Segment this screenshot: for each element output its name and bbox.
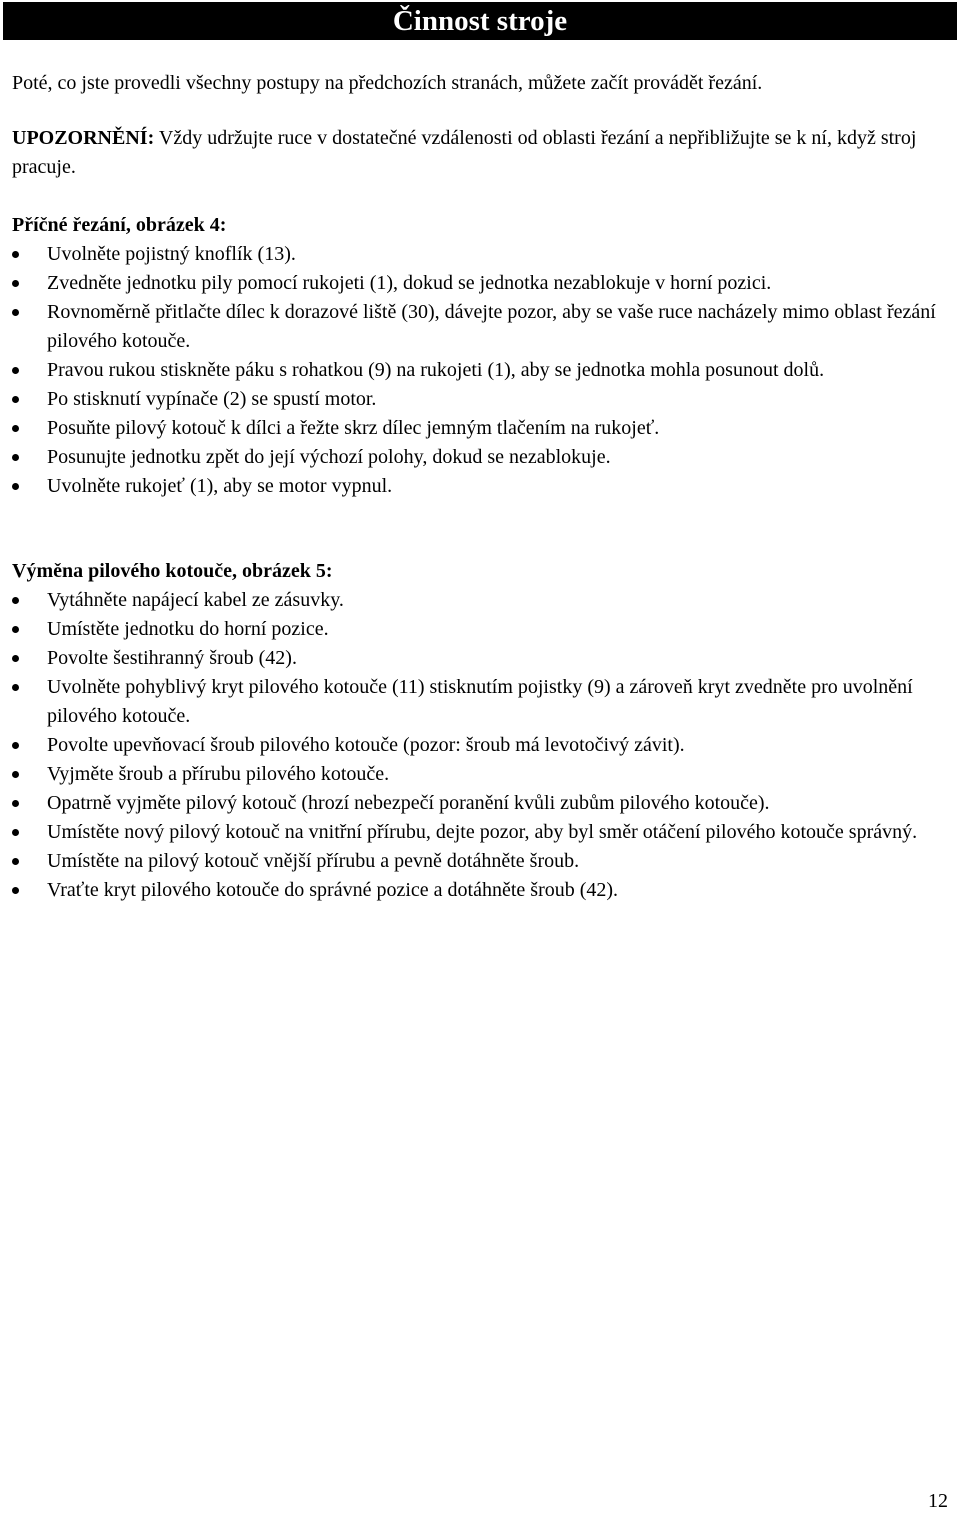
list-item: Uvolněte pohyblivý kryt pilového kotouče (11) stisknutím pojistky (9) a zároveň kryt zvedněte pro uvolnění pilového kotouče. — [12, 673, 952, 731]
page-number: 12 — [928, 1490, 948, 1512]
list-item: Opatrně vyjměte pilový kotouč (hrozí nebezpečí poranění kvůli zubům pilového kotouče). — [12, 789, 952, 818]
list-item: Umístěte nový pilový kotouč na vnitřní přírubu, dejte pozor, aby byl směr otáčení pilového kotouče správný. — [12, 818, 952, 847]
bullet-list — [12, 240, 952, 501]
bullet-icon — [12, 800, 19, 807]
list-item: Vyjměte šroub a přírubu pilového kotouče. — [12, 760, 952, 789]
bullet-icon — [12, 309, 19, 316]
list-item: Rovnoměrně přitlačte dílec k dorazové liště (30), dávejte pozor, aby se vaše ruce nacházely mimo oblast řezání pilového kotouče. — [12, 298, 952, 356]
warning-label: UPOZORNĚNÍ: — [12, 127, 155, 149]
list-item: Zvedněte jednotku pily pomocí rukojeti (1), dokud se jednotka nezablokuje v horní pozici. — [12, 269, 952, 298]
section-cross-cutting — [12, 211, 952, 501]
bullet-icon — [12, 597, 19, 604]
warning-text: Vždy udržujte ruce v dostatečné vzdálenosti od oblasti řezání a nepřibližujte se k ní, když stroj pracuje. — [12, 127, 917, 178]
bullet-icon — [12, 251, 19, 258]
section-heading: Příčné řezání, obrázek 4: — [12, 214, 227, 236]
list-item: Po stisknutí vypínače (2) se spustí motor. — [12, 385, 952, 414]
list-item: Uvolněte pojistný knoflík (13). — [12, 240, 952, 269]
bullet-icon — [12, 655, 19, 662]
list-item: Posuňte pilový kotouč k dílci a řežte skrz dílec jemným tlačením na rukojeť. — [12, 414, 952, 443]
list-item: Umístěte jednotku do horní pozice. — [12, 615, 952, 644]
bullet-icon — [12, 454, 19, 461]
bullet-icon — [12, 367, 19, 374]
bullet-list — [12, 586, 952, 905]
list-item: Uvolněte rukojeť (1), aby se motor vypnul. — [12, 472, 952, 501]
list-item: Pravou rukou stiskněte páku s rohatkou (9) na rukojeti (1), aby se jednotka mohla posunout dolů. — [12, 356, 952, 385]
page-title-bar — [3, 2, 957, 40]
page-title: Činnost stroje — [392, 4, 568, 37]
bullet-icon — [12, 771, 19, 778]
section-heading: Výměna pilového kotouče, obrázek 5: — [12, 560, 333, 582]
list-item: Umístěte na pilový kotouč vnější přírubu a pevně dotáhněte šroub. — [12, 847, 952, 876]
intro-paragraph: Poté, co jste provedli všechny postupy na předchozích stranách, můžete začít provádět řezání. — [12, 72, 763, 94]
section-blade-replacement — [12, 557, 952, 905]
bullet-icon — [12, 483, 19, 490]
bullet-icon — [12, 887, 19, 894]
document-body — [12, 69, 952, 905]
list-item: Povolte upevňovací šroub pilového kotouče (pozor: šroub má levotočivý závit). — [12, 731, 952, 760]
bullet-icon — [12, 742, 19, 749]
list-item: Vytáhněte napájecí kabel ze zásuvky. — [12, 586, 952, 615]
bullet-icon — [12, 280, 19, 287]
bullet-icon — [12, 858, 19, 865]
bullet-icon — [12, 829, 19, 836]
bullet-icon — [12, 684, 19, 691]
list-item: Vraťte kryt pilového kotouče do správné pozice a dotáhněte šroub (42). — [12, 876, 952, 905]
bullet-icon — [12, 396, 19, 403]
bullet-icon — [12, 425, 19, 432]
bullet-icon — [12, 626, 19, 633]
list-item: Povolte šestihranný šroub (42). — [12, 644, 952, 673]
list-item: Posunujte jednotku zpět do její výchozí polohy, dokud se nezablokuje. — [12, 443, 952, 472]
warning-paragraph — [12, 124, 952, 182]
